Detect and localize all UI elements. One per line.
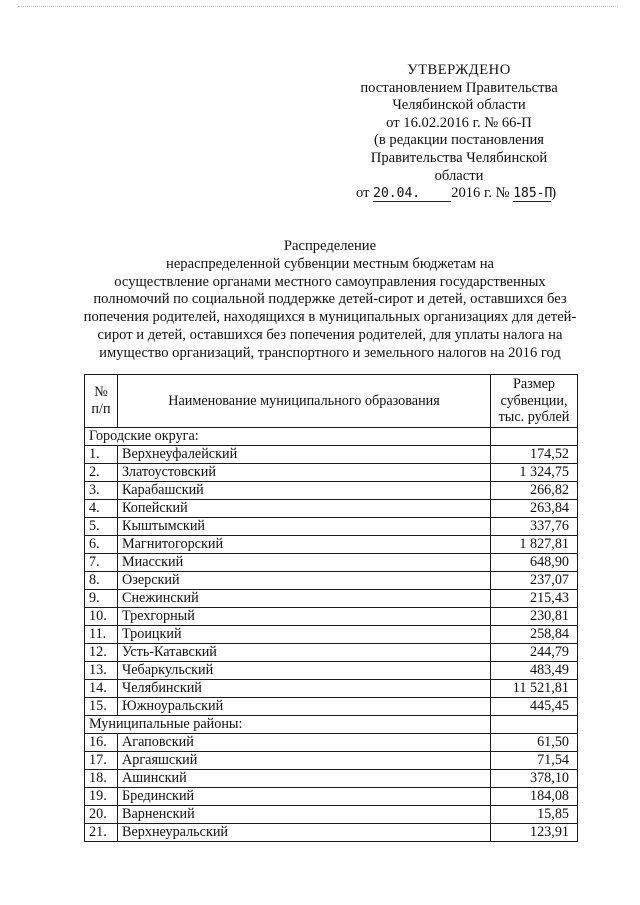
table-row xyxy=(85,734,578,752)
row-num: 9. xyxy=(85,590,118,608)
approval-block xyxy=(348,62,570,203)
row-num: 5. xyxy=(85,518,118,536)
row-num: 13. xyxy=(85,662,118,680)
row-num: 10. xyxy=(85,608,118,626)
title-line: попечения родителей, находящихся в муниципальных организациях для детей- xyxy=(83,309,577,326)
row-num: 15. xyxy=(85,698,118,716)
header-amount-line: субвенции, xyxy=(500,392,568,409)
row-name: Усть-Катавский xyxy=(118,644,491,662)
group-label: Городские округа: xyxy=(85,428,491,446)
table-body xyxy=(85,428,578,842)
title-line: сирот и детей, оставшихся без попечения родителей, для уплаты налога на xyxy=(97,326,563,343)
approval-line: Правительства Челябинской xyxy=(370,149,548,166)
row-name: Карабашский xyxy=(118,482,491,500)
group-label: Муниципальные районы: xyxy=(85,716,491,734)
table-row xyxy=(85,608,578,626)
handwritten-number: 185-П xyxy=(513,186,553,202)
row-num: 11. xyxy=(85,626,118,644)
title-line: осуществление органами местного самоуправления государственных xyxy=(114,273,546,290)
row-value: 263,84 xyxy=(491,500,578,518)
approval-heading: УТВЕРЖДЕНО xyxy=(407,62,511,78)
table-row xyxy=(85,626,578,644)
row-value: 15,85 xyxy=(491,806,578,824)
header-name: Наименование муниципального образования xyxy=(118,375,491,428)
row-name: Агаповский xyxy=(118,734,491,752)
row-name: Троицкий xyxy=(118,626,491,644)
row-value: 445,45 xyxy=(491,698,578,716)
row-name: Снежинский xyxy=(118,590,491,608)
approval-line: постановлением Правительства xyxy=(360,79,558,96)
row-num: 2. xyxy=(85,464,118,482)
row-value: 71,54 xyxy=(491,752,578,770)
row-name: Кыштымский xyxy=(118,518,491,536)
header-amount xyxy=(491,375,578,428)
table-row xyxy=(85,554,578,572)
table-row xyxy=(85,518,578,536)
table-row xyxy=(85,482,578,500)
row-name: Челябинский xyxy=(118,680,491,698)
row-num: 8. xyxy=(85,572,118,590)
header-amount-line: тыс. рублей xyxy=(498,409,570,426)
table-row xyxy=(85,788,578,806)
handwritten-date: 20.04. xyxy=(373,187,451,202)
row-value: 215,43 xyxy=(491,590,578,608)
row-value: 230,81 xyxy=(491,608,578,626)
row-name: Миасский xyxy=(118,554,491,572)
table-row xyxy=(85,536,578,554)
title-line: полномочий по социальной поддержке детей-сирот и детей, оставшихся без xyxy=(93,291,567,308)
scan-top-edge xyxy=(18,6,618,7)
row-name: Златоустовский xyxy=(118,464,491,482)
row-num: 3. xyxy=(85,482,118,500)
header-amount-line: Размер xyxy=(513,376,555,393)
table-row xyxy=(85,770,578,788)
row-num: 17. xyxy=(85,752,118,770)
header-num-line: п/п xyxy=(91,401,111,417)
row-name: Трехгорный xyxy=(118,608,491,626)
row-num: 7. xyxy=(85,554,118,572)
group-row xyxy=(85,716,578,734)
row-value: 337,76 xyxy=(491,518,578,536)
row-num: 16. xyxy=(85,734,118,752)
title-line: имущество организаций, транспортного и земельного налогов на 2016 год xyxy=(99,344,561,361)
row-name: Магнитогорский xyxy=(118,536,491,554)
row-value: 244,79 xyxy=(491,644,578,662)
row-num: 19. xyxy=(85,788,118,806)
approval-line: области xyxy=(434,167,484,184)
row-name: Брединский xyxy=(118,788,491,806)
row-num: 1. xyxy=(85,446,118,464)
table-header-row xyxy=(85,375,578,428)
table-row xyxy=(85,590,578,608)
row-num: 18. xyxy=(85,770,118,788)
row-num: 14. xyxy=(85,680,118,698)
row-num: 6. xyxy=(85,536,118,554)
year-text: 2016 г. № xyxy=(451,185,510,202)
row-value: 237,07 xyxy=(491,572,578,590)
row-value: 266,82 xyxy=(491,482,578,500)
subsidy-table xyxy=(84,374,578,842)
row-num: 4. xyxy=(85,500,118,518)
row-name: Верхнеуральский xyxy=(118,824,491,842)
row-value: 123,91 xyxy=(491,824,578,842)
from-label: от xyxy=(356,185,370,202)
table-row xyxy=(85,662,578,680)
row-value: 174,52 xyxy=(491,446,578,464)
approval-date-line xyxy=(356,185,570,203)
closing-paren: ) xyxy=(551,185,557,202)
row-value: 61,50 xyxy=(491,734,578,752)
row-value: 184,08 xyxy=(491,788,578,806)
row-name: Ашинский xyxy=(118,770,491,788)
table-row xyxy=(85,698,578,716)
row-value: 11 521,81 xyxy=(491,680,578,698)
title-line: нераспределенной субвенции местным бюджетам на xyxy=(166,255,494,272)
row-value: 1 324,75 xyxy=(491,464,578,482)
title-line: Распределение xyxy=(283,238,377,254)
row-value: 1 827,81 xyxy=(491,536,578,554)
row-name: Аргаяшский xyxy=(118,752,491,770)
row-value: 648,90 xyxy=(491,554,578,572)
header-num xyxy=(85,375,118,428)
table-row xyxy=(85,464,578,482)
table-row xyxy=(85,680,578,698)
approval-line: от 16.02.2016 г. № 66-П xyxy=(386,114,532,131)
row-value: 258,84 xyxy=(491,626,578,644)
document-title xyxy=(70,238,590,363)
row-num: 21. xyxy=(85,824,118,842)
row-name: Верхнеуфалейский xyxy=(118,446,491,464)
row-value: 378,10 xyxy=(491,770,578,788)
table-row xyxy=(85,572,578,590)
group-amount-empty xyxy=(491,428,578,446)
table-row xyxy=(85,824,578,842)
group-amount-empty xyxy=(491,716,578,734)
approval-line: Челябинской области xyxy=(392,97,526,114)
row-name: Варненский xyxy=(118,806,491,824)
row-name: Южноуральский xyxy=(118,698,491,716)
row-name: Копейский xyxy=(118,500,491,518)
row-num: 20. xyxy=(85,806,118,824)
table-row xyxy=(85,752,578,770)
header-num-line: № xyxy=(94,384,108,401)
approval-line: (в редакции постановления xyxy=(374,132,544,149)
row-num: 12. xyxy=(85,644,118,662)
table-row xyxy=(85,446,578,464)
row-value: 483,49 xyxy=(491,662,578,680)
row-name: Озерский xyxy=(118,572,491,590)
group-row xyxy=(85,428,578,446)
row-name: Чебаркульский xyxy=(118,662,491,680)
table-row xyxy=(85,806,578,824)
table-row xyxy=(85,644,578,662)
table-row xyxy=(85,500,578,518)
